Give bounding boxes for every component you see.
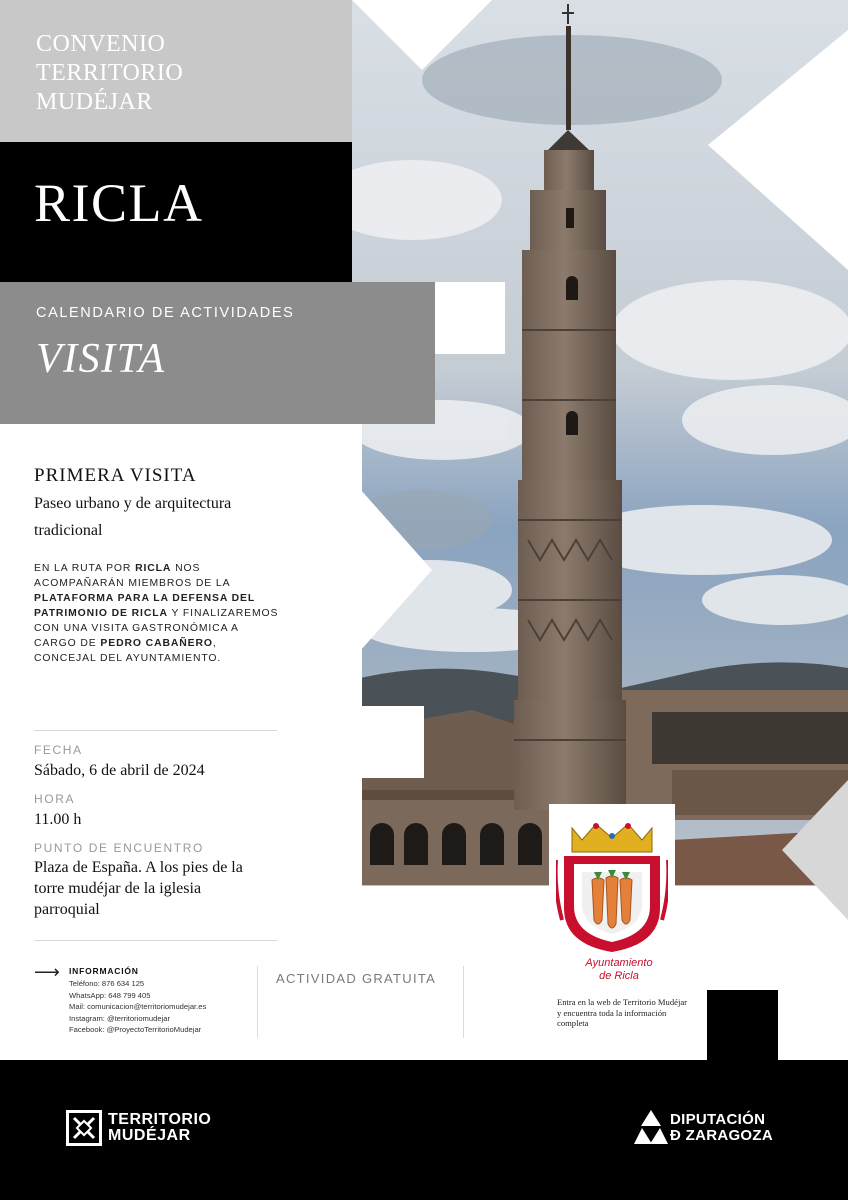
event-subtitle: Paseo urbano y de arquitectura tradicional <box>34 495 232 539</box>
council-name <box>549 957 689 982</box>
town-title: RICLA <box>34 173 204 233</box>
council-name-line-1: Ayuntamiento <box>585 957 653 969</box>
diputacion-zaragoza-logo <box>670 1112 773 1144</box>
event-description: EN LA RUTA POR RICLA NOS ACOMPAÑARÁN MIEMBROS DE LA PLATAFORMA PARA LA DEFENSA DEL PATRIMONIO DE RICLA Y FINALIZAREMOS CON UNA VISITA GASTRONÓMICA A CARGO DE PEDRO CABAÑERO, CONCEJAL DEL AYUNTAMIENTO. <box>34 563 279 664</box>
logo-left-line-2: MUDÉJAR <box>108 1127 191 1144</box>
separator <box>463 966 464 1038</box>
diputacion-zaragoza-logo-icon <box>634 1108 668 1146</box>
bold-plataforma: PLATAFORMA PARA LA DEFENSA DEL PATRIMONIO DE RICLA <box>34 593 255 619</box>
info-whatsapp: WhatsApp: 648 799 405 <box>69 990 151 1000</box>
place-label: PUNTO DE ENCUENTRO <box>34 841 204 855</box>
web-note: Entra en la web de Territorio Mudéjar y encuentra toda la información completa <box>557 997 688 1028</box>
territorio-mudejar-logo <box>108 1112 211 1144</box>
logo-left-line-1: TERRITORIO <box>108 1111 212 1128</box>
bold-pedro: PEDRO CABAÑERO <box>100 638 213 649</box>
time-label: HORA <box>34 792 76 806</box>
council-name-line-2: de Ricla <box>599 969 639 982</box>
info-instagram[interactable]: Instagram: @territoriomudejar <box>69 1013 170 1023</box>
logo-right-line-1: DIPUTACIÓN <box>670 1111 766 1128</box>
convenio-line-1: CONVENIO <box>36 31 166 57</box>
decorative-square <box>435 282 505 354</box>
event-title: PRIMERA VISITA <box>34 465 197 486</box>
convenio-line-3: MUDÉJAR <box>36 89 153 115</box>
date-value: Sábado, 6 de abril de 2024 <box>34 762 205 779</box>
info-phone: Teléfono: 876 634 125 <box>69 979 145 988</box>
arrow-right-icon: ⟶ <box>34 962 60 983</box>
calendar-label: CALENDARIO DE ACTIVIDADES <box>36 305 295 321</box>
coat-of-arms-icon <box>556 820 668 955</box>
decorative-black-square <box>707 990 778 1060</box>
separator <box>257 966 258 1038</box>
free-activity-label: ACTIVIDAD GRATUITA <box>276 971 437 986</box>
date-label: FECHA <box>34 743 83 757</box>
activity-type: VISITA <box>36 336 166 382</box>
convenio-title <box>36 30 183 117</box>
divider <box>34 730 277 731</box>
info-title: INFORMACIÓN <box>69 966 139 976</box>
info-facebook[interactable]: Facebook: @ProyectoTerritorioMudejar <box>69 1025 202 1034</box>
divider <box>34 940 277 941</box>
bold-ricla: RICLA <box>135 563 172 574</box>
info-contacts <box>69 978 206 1036</box>
time-value: 11.00 h <box>34 811 82 828</box>
info-mail[interactable]: Mail: comunicacion@territoriomudejar.es <box>69 1002 207 1011</box>
logo-right-line-2: Ð ZARAGOZA <box>670 1127 773 1144</box>
territorio-mudejar-logo-icon <box>66 1110 102 1146</box>
place-value: Plaza de España. A los pies de la torre mudéjar de la iglesia parroquial <box>34 859 243 918</box>
convenio-line-2: TERRITORIO <box>36 60 184 86</box>
